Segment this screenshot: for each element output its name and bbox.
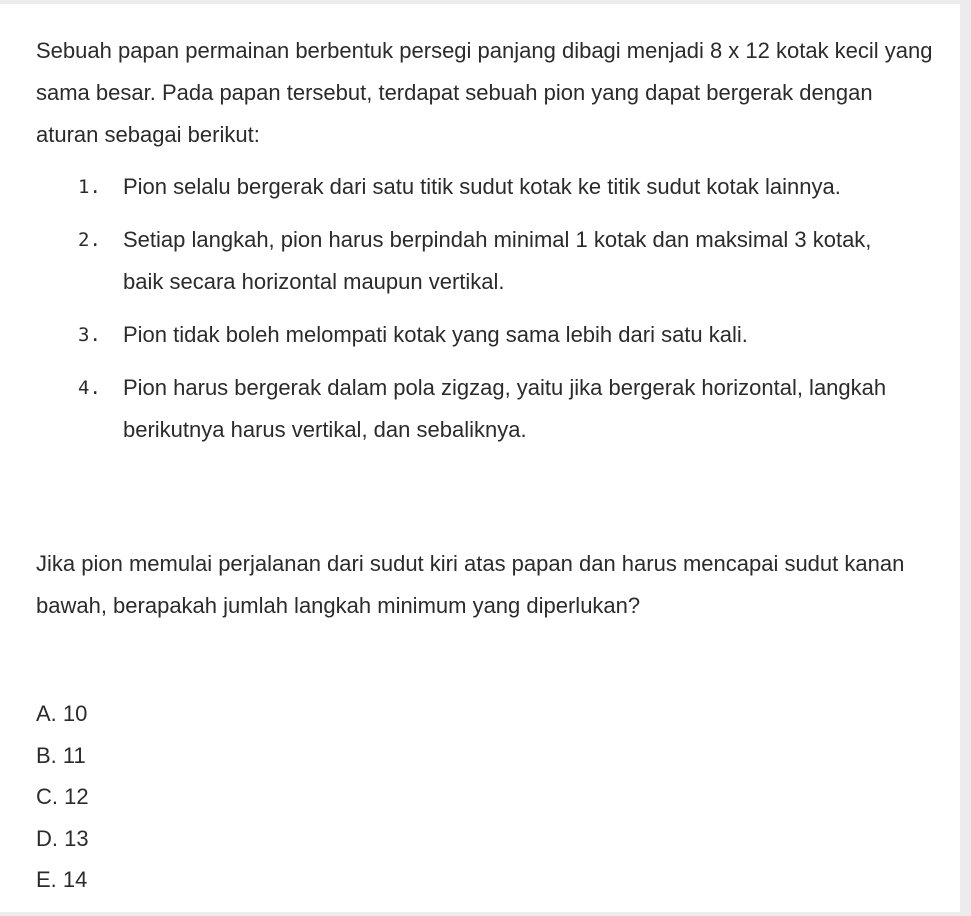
answer-option-e: E. 14: [36, 867, 88, 892]
rule-item: [0, 219, 960, 303]
rule-number: 3.: [78, 324, 101, 346]
rule-item: [0, 367, 960, 451]
rule-number: 4.: [78, 377, 101, 399]
answer-option-c: C. 12: [36, 784, 89, 809]
answer-option-d: D. 13: [36, 825, 89, 851]
answer-option-a: A. 10: [36, 701, 88, 726]
problem-intro: Sebuah papan permainan berbentuk persegi panjang dibagi menjadi 8 x 12 kotak kecil yang sama besar. Pada papan tersebut, terdapat sebuah pion yang dapat bergerak dengan aturan sebagai berikut:: [36, 38, 933, 147]
rules-list: [0, 166, 960, 462]
rule-item: [0, 166, 960, 208]
rule-number: 2.: [78, 229, 101, 251]
rule-text: Pion tidak boleh melompati kotak yang sama lebih dari satu kali.: [123, 322, 748, 347]
rule-text: Pion harus bergerak dalam pola zigzag, yaitu jika bergerak horizontal, langkah berikutnya harus vertikal, dan sebaliknya.: [123, 375, 887, 442]
question-card: [0, 4, 960, 912]
rule-item: [0, 314, 960, 356]
question-text: Jika pion memulai perjalanan dari sudut kiri atas papan dan harus mencapai sudut kanan bawah, berapakah jumlah langkah minimum yang diperlukan?: [36, 551, 905, 618]
answer-options: [36, 693, 89, 901]
answer-option-b: B. 11: [36, 742, 86, 768]
rule-text: Pion selalu bergerak dari satu titik sudut kotak ke titik sudut kotak lainnya.: [123, 174, 841, 199]
rule-text: Setiap langkah, pion harus berpindah minimal 1 kotak dan maksimal 3 kotak, baik secara horizontal maupun vertikal.: [123, 227, 872, 294]
rule-number: 1.: [78, 176, 101, 198]
